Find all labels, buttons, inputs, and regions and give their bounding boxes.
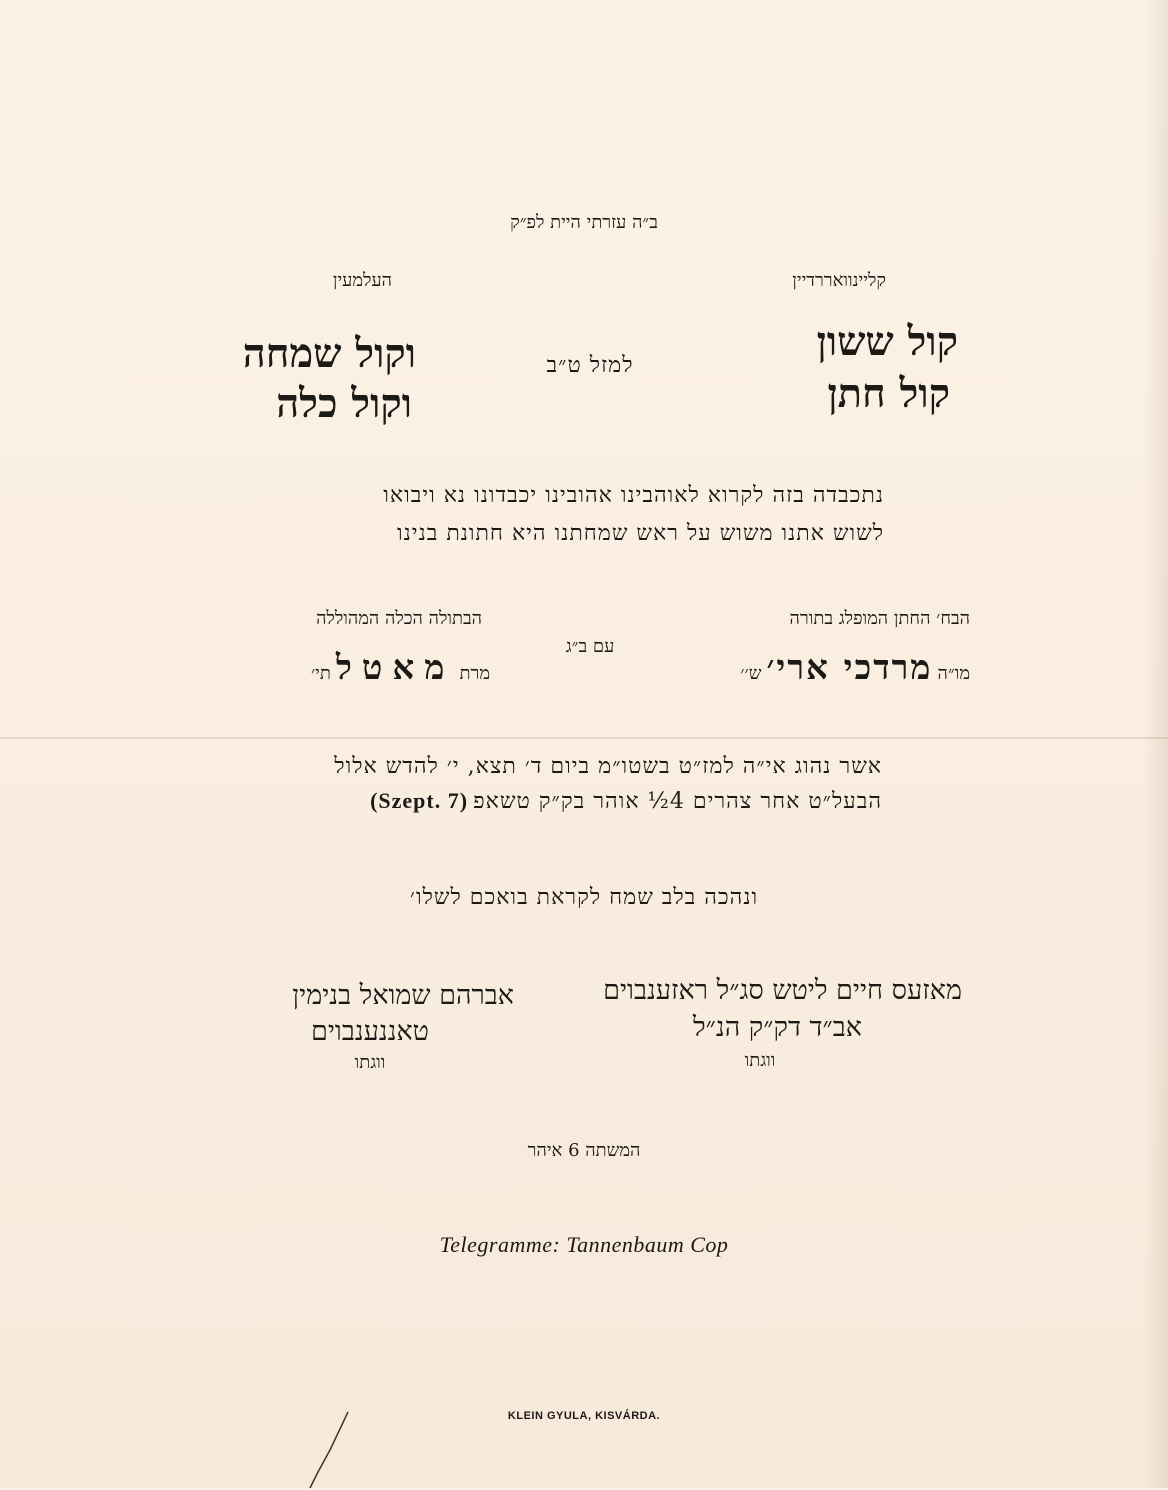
bride-title: הבתולה הכלה המהוללה [316,608,482,629]
date-line2-hebrew: הבעל״ט אחר צהרים 4½ אוהר בק״ק טשאפ [473,789,882,814]
header-blessing: ב״ה עזרתי היית לפ״ק [510,212,658,233]
date-line1: אשר נהוג אי״ה למז״ט בשטו״מ ביום ד׳ תצא, י׳ להדש אלול [334,754,882,779]
blessing-right-line2: קול חתן [827,370,950,417]
parents-left-line2: טאננענבוים [311,1016,429,1047]
paper-edge-shadow [1144,0,1168,1488]
blessing-center: למזל ט״ב [546,353,634,378]
groom-title: הבח׳ החתן המופלג בתורה [789,608,970,629]
bride-prefix: מרת [459,663,490,684]
date-line2 [270,788,882,814]
groom-family-town: קליינוואררדיין [792,270,886,291]
groom-name: מרדכי ארי׳ [766,648,933,688]
blessing-left-line2: וקול כלה [276,380,412,427]
parents-right-line2: אב״ד דק״ק הנ״ל [693,1012,862,1043]
blessing-left-line1: וקול שמחה [242,330,416,377]
parents-left-spouse: ווגתו [354,1052,386,1073]
with-label: עם ב״ג [565,636,615,657]
parents-left-line1: אברהם שמואל בנימין [292,980,514,1011]
blessing-right-line1: קול ששון [816,318,958,365]
bride-name-line [230,648,490,688]
parents-right-line1: מאזעס חיים ליטש סג״ל ראזענבוים [603,975,962,1006]
closing-line: ונהכה בלב שמח לקראת בואכם לשלו׳ [409,885,759,910]
paper-tear-mark [300,1410,360,1490]
telegram-address: Telegramme: Tannenbaum Cop [439,1232,729,1257]
printer-imprint: KLEIN GYULA, KISVÁRDA. [507,1410,661,1422]
date-line2-latin: (Szept. 7) [370,788,469,813]
bride-family-town: העלמעין [332,270,392,291]
groom-suffix: ש׳׳ [740,663,762,684]
groom-prefix: מו״ה [937,663,970,684]
intro-line1: נתכבדה בזה לקרוא לאוהבינו אהובינו יכבדונו נא ויבואו [383,483,884,508]
bride-name: מאטל [335,648,455,688]
bride-suffix: תי׳ [311,663,331,684]
paper-fold-line [0,737,1168,739]
groom-name-line [680,648,970,688]
intro-line2: לשוש אתנו משוש על ראש שמחתנו היא חתונת בנינו [397,521,884,546]
feast-time: המשתה 6 איהר [527,1140,641,1161]
parents-right-spouse: ווגתו [744,1050,776,1071]
